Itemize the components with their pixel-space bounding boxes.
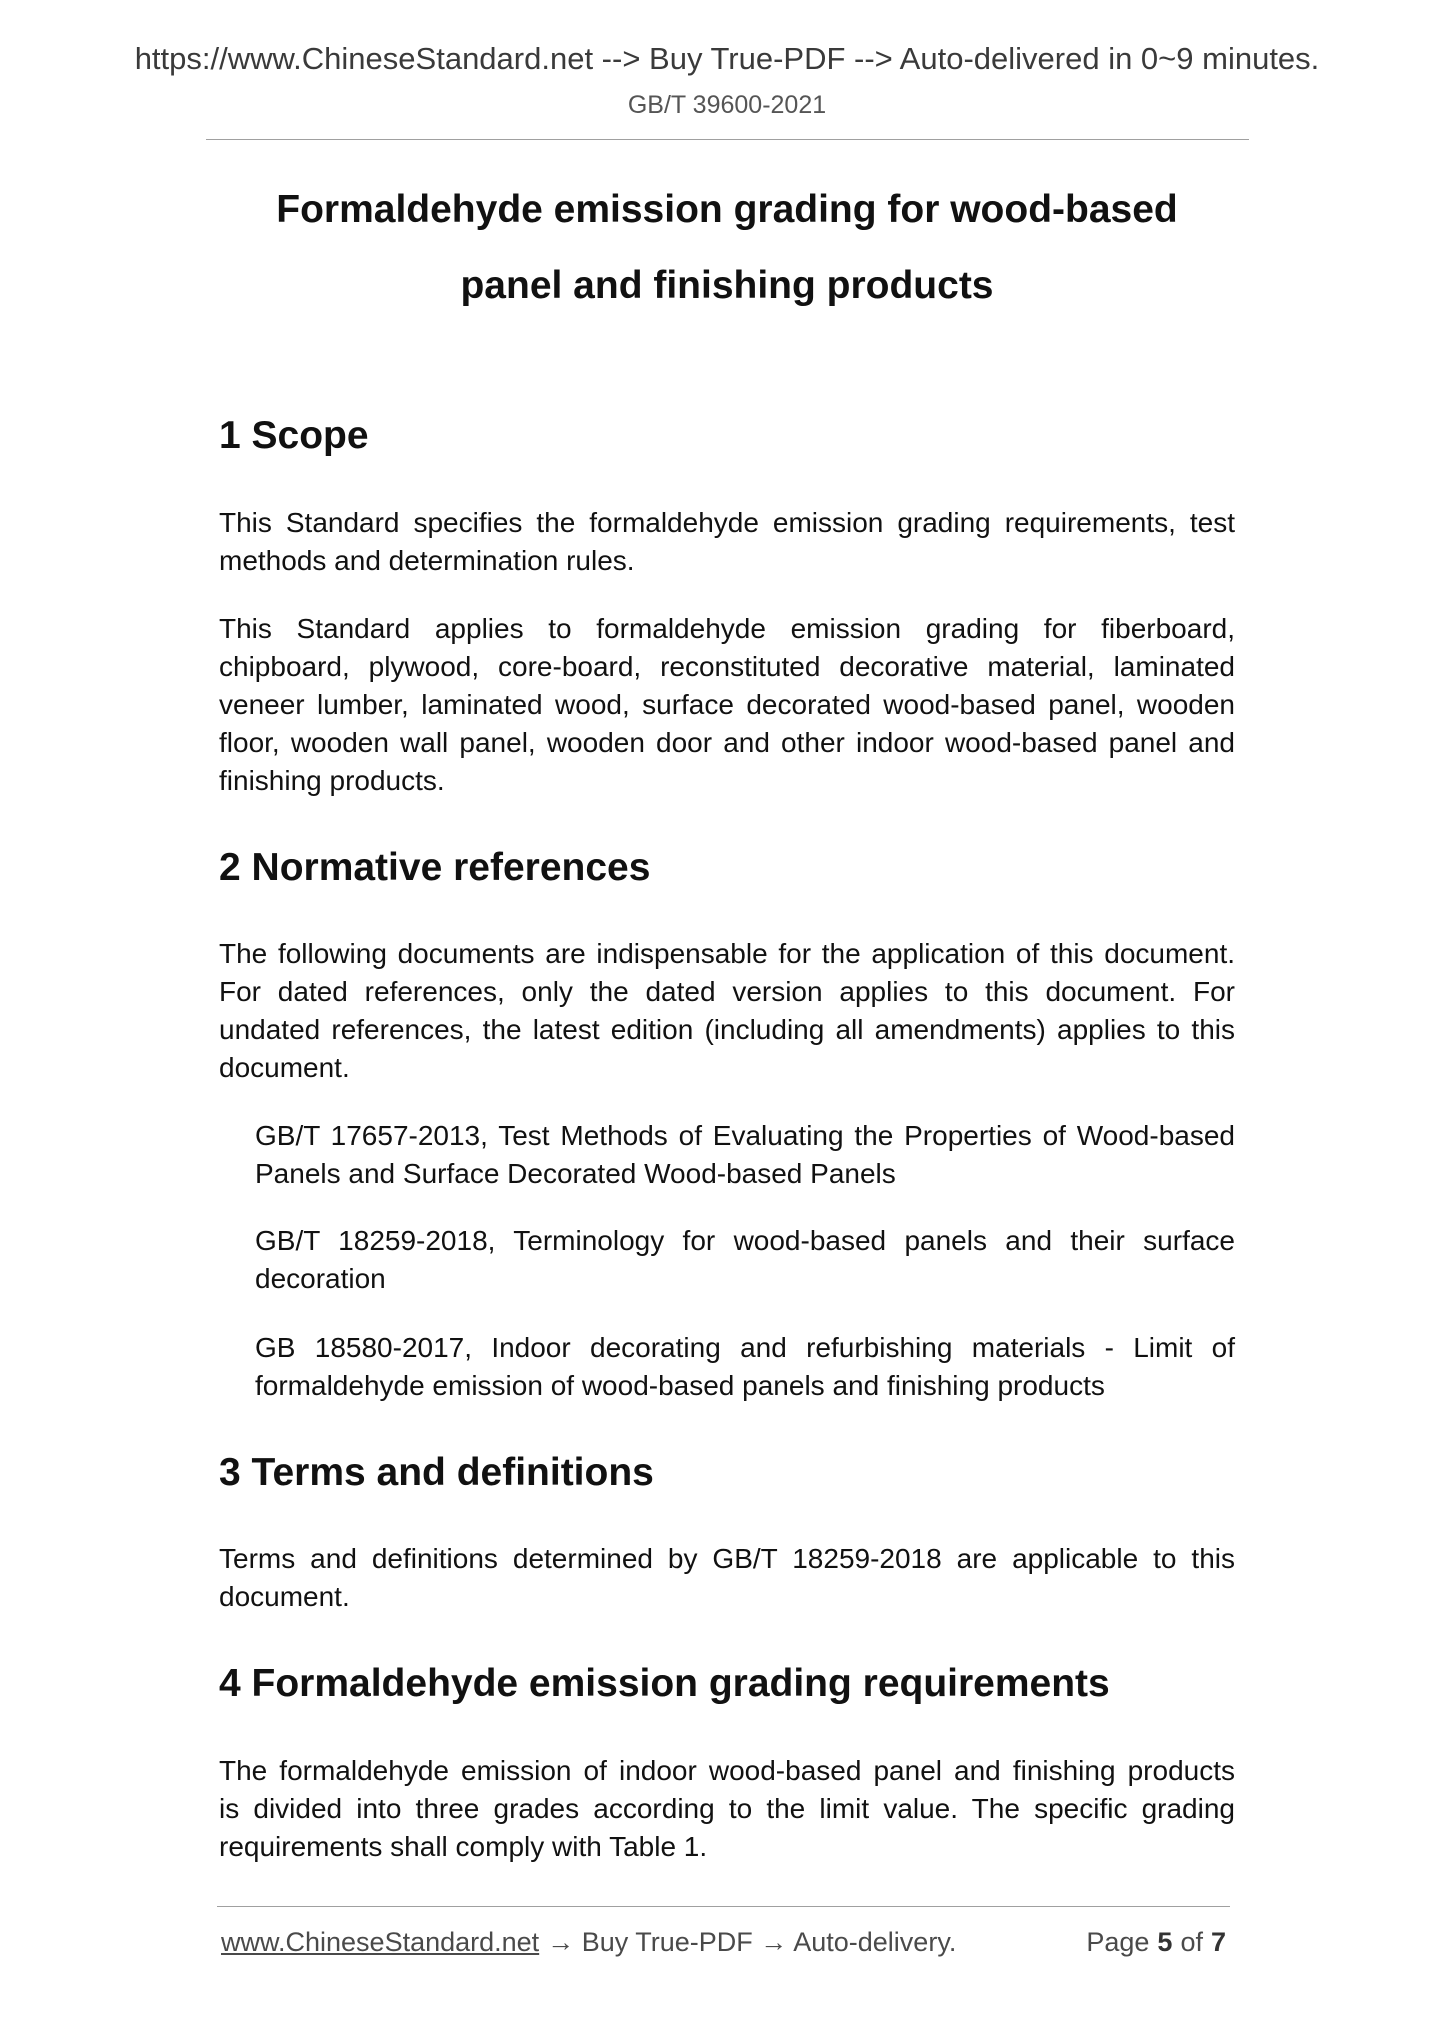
header-banner: https://www.ChineseStandard.net --> Buy True-PDF --> Auto-delivered in 0~9 minutes. — [134, 41, 1320, 76]
footer-tagline-text: → Buy True-PDF → Auto-delivery. — [547, 1927, 957, 1957]
scope-paragraph-2 — [219, 610, 1235, 800]
footer-site-link[interactable]: www.ChineseStandard.net — [221, 1927, 540, 1957]
text-line: The formaldehyde emission of indoor wood-based panel and finishing products — [219, 1755, 1235, 1786]
text-line: GB 18580-2017, Indoor decorating and refurbishing materials - Limit of — [255, 1332, 1235, 1363]
document-title-line-1: Formaldehyde emission grading for wood-based — [276, 188, 1178, 231]
reference-item-gbt-17657 — [255, 1117, 1235, 1193]
scope-paragraph-1 — [219, 504, 1235, 580]
text-line: requirements shall comply with Table 1. — [219, 1831, 708, 1862]
text-line: Panels and Surface Decorated Wood-based Panels — [255, 1158, 896, 1189]
header-divider — [206, 139, 1249, 140]
reference-item-gbt-18259 — [255, 1222, 1235, 1298]
text-line: For dated references, only the dated version applies to this document. For — [219, 976, 1235, 1007]
text-line: methods and determination rules. — [219, 545, 635, 576]
total-page-count: 7 — [1210, 1927, 1226, 1957]
text-line: finishing products. — [219, 765, 445, 796]
text-line: This Standard applies to formaldehyde emission grading for fiberboard, — [219, 613, 1235, 644]
text-line: decoration — [255, 1263, 386, 1294]
terms-paragraph — [219, 1540, 1235, 1616]
text-line: GB/T 18259-2018, Terminology for wood-based panels and their surface — [255, 1225, 1235, 1256]
text-line: This Standard specifies the formaldehyde emission grading requirements, test — [219, 507, 1235, 538]
text-line: undated references, the latest edition (including all amendments) applies to this — [219, 1014, 1235, 1045]
section-heading-normative-references: 2 Normative references — [219, 846, 651, 889]
page-of-label: of — [1180, 1927, 1203, 1957]
page-label: Page — [1086, 1927, 1150, 1957]
text-line: The following documents are indispensable for the application of this document. — [219, 938, 1235, 969]
document-title-line-2: panel and finishing products — [460, 264, 994, 307]
text-line: GB/T 17657-2013, Test Methods of Evaluating the Properties of Wood-based — [255, 1120, 1235, 1151]
text-line: document. — [219, 1052, 350, 1083]
current-page-number: 5 — [1157, 1927, 1173, 1957]
text-line: chipboard, plywood, core-board, reconstituted decorative material, laminated — [219, 651, 1235, 682]
footer-divider — [217, 1906, 1230, 1907]
section-heading-terms: 3 Terms and definitions — [219, 1451, 654, 1494]
section-heading-scope: 1 Scope — [219, 414, 369, 457]
text-line: floor, wooden wall panel, wooden door and other indoor wood-based panel and — [219, 727, 1235, 758]
text-line: is divided into three grades according to the limit value. The specific grading — [219, 1793, 1235, 1824]
footer-tagline — [221, 1923, 956, 1961]
normative-paragraph — [219, 935, 1235, 1087]
section-heading-grading-requirements: 4 Formaldehyde emission grading requirements — [219, 1662, 1110, 1705]
text-line: Terms and definitions determined by GB/T 18259-2018 are applicable to this — [219, 1543, 1235, 1574]
page-indicator — [1086, 1923, 1226, 1961]
reference-item-gb-18580 — [255, 1329, 1235, 1405]
text-line: document. — [219, 1581, 350, 1612]
document-code: GB/T 39600-2021 — [627, 91, 827, 119]
text-line: veneer lumber, laminated wood, surface decorated wood-based panel, wooden — [219, 689, 1235, 720]
grading-paragraph — [219, 1752, 1235, 1866]
text-line: formaldehyde emission of wood-based panels and finishing products — [255, 1370, 1105, 1401]
